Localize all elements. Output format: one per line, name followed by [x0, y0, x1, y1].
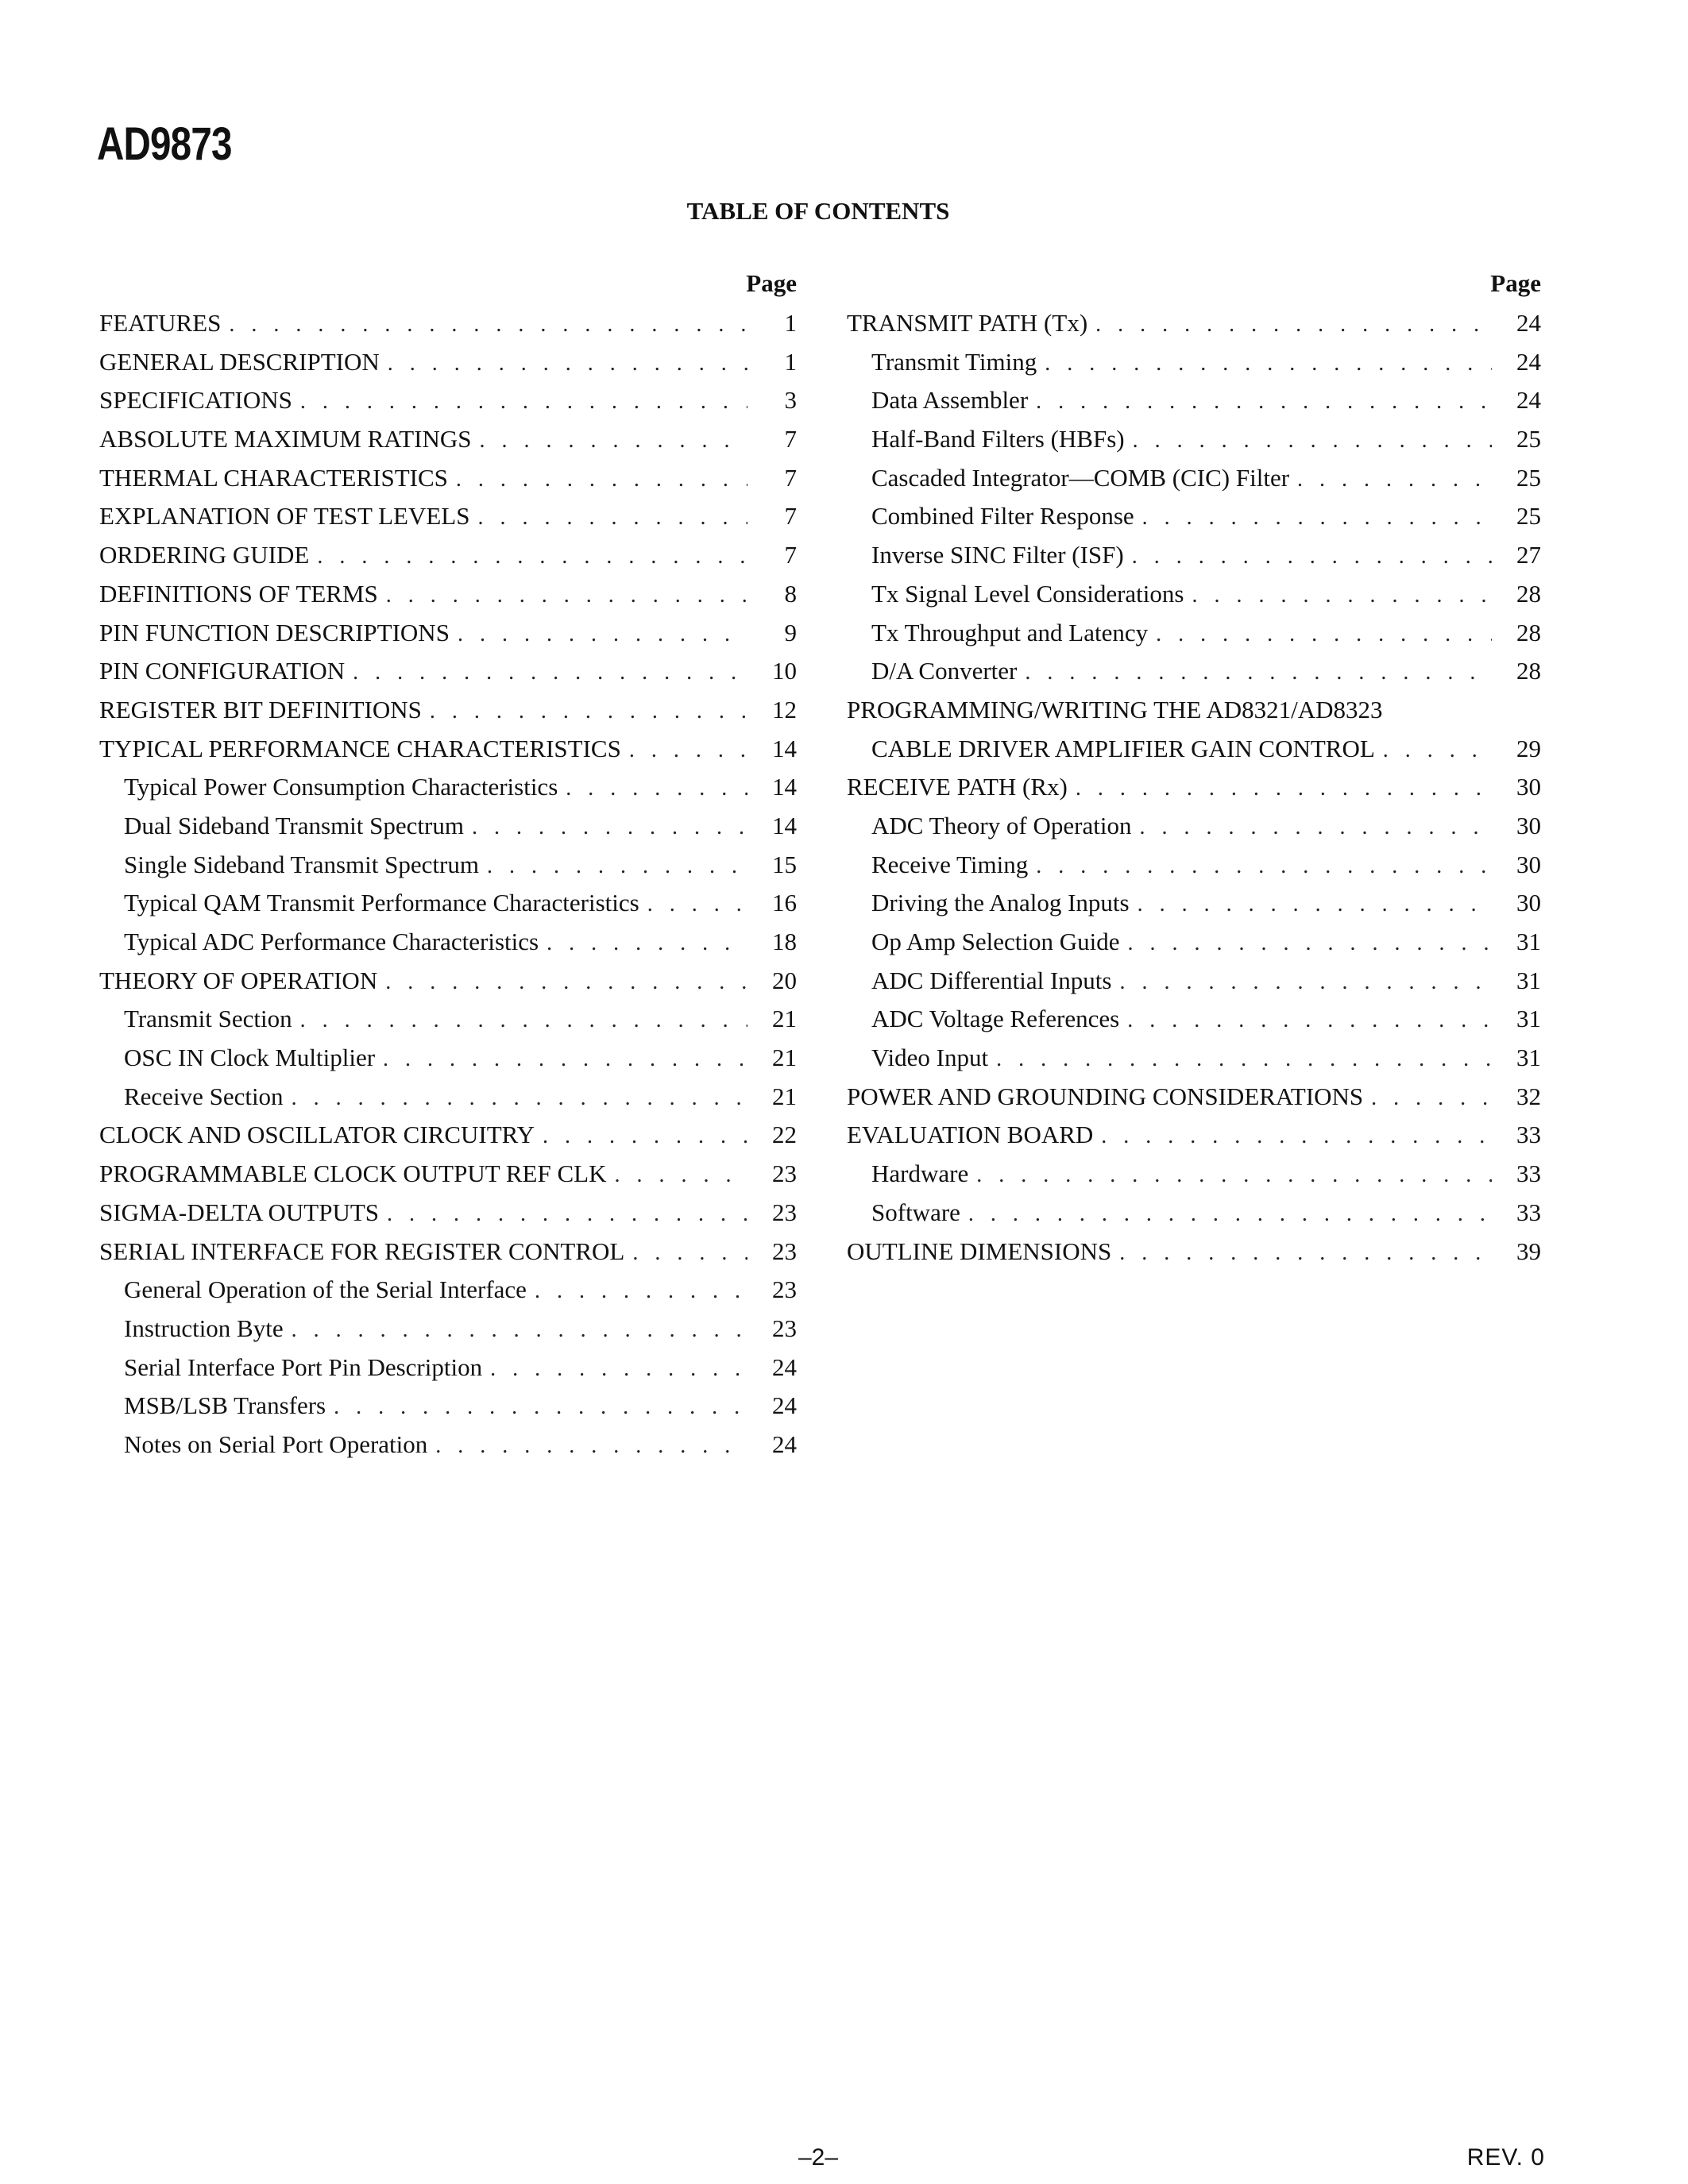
toc-entry[interactable]	[99, 923, 797, 962]
toc-entry-title: GENERAL DESCRIPTION	[99, 347, 380, 376]
toc-entry-page: 9	[784, 618, 797, 646]
dot-leader	[387, 1195, 747, 1234]
dot-leader	[477, 499, 747, 538]
toc-entry-title: Tx Signal Level Considerations	[871, 579, 1184, 608]
toc-entry-title: Driving the Analog Inputs	[871, 889, 1130, 917]
toc-entry-title: Typical ADC Performance Characteristics	[124, 928, 539, 955]
toc-entry-title: FEATURES	[99, 309, 222, 337]
toc-entry[interactable]	[847, 846, 1541, 885]
toc-entry-title: PROGRAMMABLE CLOCK OUTPUT REF CLK	[99, 1160, 607, 1188]
toc-entry-page: 23	[772, 1160, 797, 1188]
toc-entry-page: 15	[772, 850, 797, 878]
toc-title: TABLE OF CONTENTS	[686, 197, 950, 225]
toc-entry-page: 28	[1516, 618, 1541, 646]
toc-entry[interactable]	[847, 1116, 1541, 1155]
toc-entry-title: SERIAL INTERFACE FOR REGISTER CONTROL	[99, 1237, 625, 1265]
dot-leader	[1133, 422, 1492, 461]
toc-entry[interactable]	[99, 846, 797, 885]
toc-entry-page: 24	[772, 1391, 797, 1420]
toc-entry-title: ADC Differential Inputs	[871, 966, 1112, 994]
toc-entry-title: Video Input	[871, 1044, 989, 1072]
toc-entry-page: 29	[1516, 734, 1541, 762]
toc-entry-page: 28	[1516, 579, 1541, 608]
toc-entry-page: 28	[1516, 657, 1541, 685]
toc-entry[interactable]	[99, 1271, 797, 1310]
toc-entry-page: 30	[1516, 850, 1541, 878]
toc-entry-title: OSC IN Clock Multiplier	[124, 1044, 376, 1072]
toc-entry[interactable]	[99, 962, 797, 1001]
toc-entry-title: CABLE DRIVER AMPLIFIER GAIN CONTROL	[871, 734, 1375, 762]
toc-entry-title: Transmit Section	[124, 1005, 292, 1033]
toc-entry-page: 7	[784, 502, 797, 531]
toc-entry-page: 24	[772, 1352, 797, 1381]
toc-entry-page: 7	[784, 463, 797, 492]
toc-entry-page: 25	[1516, 425, 1541, 453]
dot-leader	[1101, 1117, 1492, 1156]
toc-entry[interactable]	[99, 420, 797, 459]
dot-leader	[1095, 306, 1492, 345]
toc-entry-page: 23	[772, 1237, 797, 1265]
toc-entry-page: 30	[1516, 811, 1541, 839]
part-number: AD9873	[97, 118, 232, 170]
toc-entry[interactable]	[847, 536, 1541, 575]
dot-leader	[353, 654, 747, 693]
toc-entry[interactable]	[847, 575, 1541, 614]
toc-entry[interactable]	[847, 304, 1541, 343]
toc-entry[interactable]	[99, 497, 797, 536]
toc-entry[interactable]	[99, 536, 797, 575]
toc-entry[interactable]	[847, 884, 1541, 923]
dot-leader	[487, 847, 747, 886]
toc-entry-page: 22	[772, 1121, 797, 1149]
toc-entry-page: 31	[1516, 1005, 1541, 1033]
dot-leader	[456, 461, 747, 500]
toc-entry-page: 33	[1516, 1198, 1541, 1226]
footer-page-number: –2–	[798, 2144, 839, 2170]
toc-entry-title: Receive Timing	[871, 850, 1029, 878]
toc-entry[interactable]	[847, 459, 1541, 498]
toc-entry[interactable]	[99, 1039, 797, 1078]
toc-entry-title: REGISTER BIT DEFINITIONS	[99, 695, 422, 723]
toc-entry[interactable]	[99, 807, 797, 846]
toc-entry-page: 33	[1516, 1121, 1541, 1149]
toc-entry-title: Op Amp Selection Guide	[871, 928, 1120, 955]
footer-revision: REV. 0	[1466, 2144, 1545, 2170]
toc-entry[interactable]	[847, 730, 1541, 769]
dot-leader	[300, 383, 747, 422]
dot-leader	[566, 770, 747, 808]
dot-leader	[472, 808, 747, 847]
toc-entry[interactable]	[99, 304, 797, 343]
toc-left-list	[99, 304, 797, 1464]
toc-entry-title: PIN FUNCTION DESCRIPTIONS	[99, 618, 450, 646]
dot-leader	[543, 1117, 747, 1156]
toc-entry-page: 23	[772, 1198, 797, 1226]
toc-entry-page: 30	[1516, 889, 1541, 917]
dot-leader	[229, 306, 747, 345]
toc-entry-title: THEORY OF OPERATION	[99, 966, 378, 994]
dot-leader	[292, 1311, 747, 1350]
toc-entry[interactable]	[847, 1233, 1541, 1271]
toc-entry[interactable]	[847, 420, 1541, 459]
toc-entry-title: Inverse SINC Filter (ISF)	[871, 541, 1124, 569]
toc-entry-title: Typical Power Consumption Characteristics	[124, 773, 558, 801]
dot-leader	[1383, 731, 1492, 770]
toc-entry[interactable]	[847, 923, 1541, 962]
toc-entry-page: 14	[772, 811, 797, 839]
toc-entry[interactable]	[99, 1078, 797, 1117]
toc-entry-page: 32	[1516, 1082, 1541, 1110]
toc-entry[interactable]	[99, 691, 797, 730]
toc-entry-page: 24	[1516, 386, 1541, 415]
toc-entry[interactable]	[99, 575, 797, 614]
dot-leader	[385, 963, 747, 1002]
dot-leader	[1132, 538, 1492, 577]
toc-entry[interactable]	[99, 1155, 797, 1194]
toc-entry[interactable]	[99, 1387, 797, 1426]
dot-leader	[1127, 1001, 1492, 1040]
dot-leader	[1297, 461, 1492, 500]
toc-entry-title: Receive Section	[124, 1082, 284, 1110]
toc-entry-title: Notes on Serial Port Operation	[124, 1430, 428, 1458]
toc-entry-title: General Operation of the Serial Interface	[124, 1275, 527, 1304]
toc-entry[interactable]	[99, 1194, 797, 1233]
dot-leader	[300, 1001, 747, 1040]
toc-entry[interactable]	[99, 1116, 797, 1155]
dot-leader	[317, 538, 747, 577]
toc-entry-title: THERMAL CHARACTERISTICS	[99, 463, 448, 492]
toc-entry-title: ADC Theory of Operation	[871, 811, 1132, 839]
toc-entry-title: EXPLANATION OF TEST LEVELS	[99, 502, 470, 531]
dot-leader	[535, 1272, 747, 1311]
toc-entry-title: TYPICAL PERFORMANCE CHARACTERISTICS	[99, 734, 621, 762]
toc-entry-page: 24	[1516, 347, 1541, 376]
toc-entry[interactable]	[847, 691, 1541, 730]
toc-entry-title: DEFINITIONS OF TERMS	[99, 579, 378, 608]
toc-entry-title: Dual Sideband Transmit Spectrum	[124, 811, 464, 839]
toc-entry-title: SIGMA-DELTA OUTPUTS	[99, 1198, 380, 1226]
toc-entry[interactable]	[99, 1349, 797, 1387]
dot-leader	[996, 1040, 1492, 1079]
toc-entry-title: ADC Voltage References	[871, 1005, 1120, 1033]
dot-leader	[1128, 924, 1492, 963]
toc-entry-title: Typical QAM Transmit Performance Characteristics	[124, 889, 639, 917]
dot-leader	[1138, 886, 1492, 924]
toc-right-list	[847, 304, 1541, 1271]
dot-leader	[968, 1195, 1492, 1234]
toc-entry-title: MSB/LSB Transfers	[124, 1391, 326, 1420]
toc-entry[interactable]	[847, 381, 1541, 420]
dot-leader	[1192, 577, 1492, 615]
toc-entry-title: POWER AND GROUNDING CONSIDERATIONS	[847, 1082, 1364, 1110]
toc-entry[interactable]	[847, 652, 1541, 691]
dot-leader	[1076, 770, 1492, 808]
toc-entry-title: TRANSMIT PATH (Tx)	[847, 309, 1088, 337]
toc-entry[interactable]	[847, 1078, 1541, 1117]
toc-entry-title: EVALUATION BOARD	[847, 1121, 1094, 1149]
toc-entry-page: 8	[784, 579, 797, 608]
toc-entry-page: 12	[772, 695, 797, 723]
toc-entry-title: Data Assembler	[871, 386, 1029, 415]
toc-entry[interactable]	[99, 1000, 797, 1039]
dot-leader	[334, 1388, 747, 1427]
toc-entry[interactable]	[847, 614, 1541, 653]
toc-entry[interactable]	[847, 1000, 1541, 1039]
toc-entry-page: 14	[772, 734, 797, 762]
toc-entry[interactable]	[847, 343, 1541, 382]
dot-leader	[386, 577, 747, 615]
toc-entry-page: 30	[1516, 773, 1541, 801]
page-column-label: Page	[1490, 269, 1541, 297]
dot-leader	[458, 615, 747, 654]
toc-entry[interactable]	[99, 730, 797, 769]
dot-leader	[614, 1156, 747, 1195]
dot-leader	[1119, 963, 1492, 1002]
toc-entry-page: 7	[784, 425, 797, 453]
toc-entry-page: 24	[1516, 309, 1541, 337]
toc-entry[interactable]	[99, 768, 797, 807]
toc-entry-page: 31	[1516, 966, 1541, 994]
toc-entry-title: Instruction Byte	[124, 1314, 284, 1342]
dot-leader	[1025, 654, 1492, 693]
dot-leader	[490, 1350, 747, 1389]
toc-entry-page: 25	[1516, 502, 1541, 531]
toc-right-column	[847, 268, 1541, 1271]
page-column-label: Page	[746, 269, 797, 297]
dot-leader	[632, 1234, 747, 1273]
dot-leader	[547, 924, 747, 963]
toc-entry-title: CLOCK AND OSCILLATOR CIRCUITRY	[99, 1121, 535, 1149]
toc-entry-title: Combined Filter Response	[871, 502, 1134, 531]
dot-leader	[430, 693, 747, 731]
dot-leader	[1142, 499, 1492, 538]
toc-entry-title: SPECIFICATIONS	[99, 386, 292, 415]
dot-leader	[435, 1427, 747, 1466]
toc-entry-page: 23	[772, 1314, 797, 1342]
toc-entry-title: Transmit Timing	[871, 347, 1037, 376]
toc-entry[interactable]	[847, 807, 1541, 846]
toc-entry[interactable]	[847, 1194, 1541, 1233]
toc-entry-page: 3	[784, 386, 797, 415]
dot-leader	[1156, 615, 1492, 654]
toc-entry-page: 33	[1516, 1160, 1541, 1188]
dot-leader	[976, 1156, 1492, 1195]
toc-entry[interactable]	[847, 962, 1541, 1001]
toc-entry-page: 21	[772, 1005, 797, 1033]
toc-entry-page: 14	[772, 773, 797, 801]
toc-entry[interactable]	[99, 884, 797, 923]
toc-entry-title: D/A Converter	[871, 657, 1018, 685]
toc-entry-page: 31	[1516, 1044, 1541, 1072]
toc-entry-title: ORDERING GUIDE	[99, 541, 310, 569]
toc-entry[interactable]	[99, 652, 797, 691]
toc-entry-page: 20	[772, 966, 797, 994]
toc-left-column	[99, 268, 797, 1464]
dot-leader	[1119, 1234, 1492, 1273]
dot-leader	[1139, 808, 1492, 847]
toc-entry[interactable]	[99, 1233, 797, 1271]
toc-entry-page: 21	[772, 1044, 797, 1072]
dot-leader	[647, 886, 747, 924]
dot-leader	[388, 345, 747, 384]
toc-entry[interactable]	[99, 1310, 797, 1349]
toc-entry[interactable]	[847, 497, 1541, 536]
dot-leader	[1045, 345, 1492, 384]
toc-entry-title: Cascaded Integrator—COMB (CIC) Filter	[871, 463, 1290, 492]
toc-entry-page: 1	[784, 347, 797, 376]
toc-entry-page: 7	[784, 541, 797, 569]
toc-entry[interactable]	[99, 614, 797, 653]
dot-leader	[1371, 1079, 1492, 1118]
toc-entry-page: 18	[772, 928, 797, 955]
toc-entry[interactable]	[99, 381, 797, 420]
toc-entry-title: Software	[871, 1198, 960, 1226]
toc-entry-title: Single Sideband Transmit Spectrum	[124, 850, 479, 878]
toc-entry-page: 27	[1516, 541, 1541, 569]
dot-leader	[1036, 847, 1492, 886]
toc-entry[interactable]	[99, 459, 797, 498]
dot-leader	[479, 422, 747, 461]
toc-entry[interactable]	[99, 1426, 797, 1464]
toc-entry-title: ABSOLUTE MAXIMUM RATINGS	[99, 425, 472, 453]
toc-entry-title: PIN CONFIGURATION	[99, 657, 346, 685]
toc-entry-page: 23	[772, 1275, 797, 1304]
toc-entry-page: 1	[784, 309, 797, 337]
toc-entry[interactable]	[847, 1039, 1541, 1078]
toc-entry-title: OUTLINE DIMENSIONS	[847, 1237, 1112, 1265]
toc-entry[interactable]	[99, 343, 797, 382]
toc-entry-page: 25	[1516, 463, 1541, 492]
toc-entry-title: RECEIVE PATH (Rx)	[847, 773, 1068, 801]
toc-entry-title: PROGRAMMING/WRITING THE AD8321/AD8323	[847, 695, 1383, 723]
toc-entry-page: 10	[772, 657, 797, 685]
toc-entry-page: 31	[1516, 928, 1541, 955]
dot-leader	[629, 731, 747, 770]
toc-entry-title: Hardware	[871, 1160, 969, 1188]
toc-entry-page: 16	[772, 889, 797, 917]
toc-entry-title: Serial Interface Port Pin Description	[124, 1352, 483, 1381]
toc-entry-title: Half-Band Filters (HBFs)	[871, 425, 1125, 453]
toc-entry[interactable]	[847, 768, 1541, 807]
toc-entry-page: 39	[1516, 1237, 1541, 1265]
dot-leader	[292, 1079, 747, 1118]
dot-leader	[1036, 383, 1492, 422]
toc-entry-title: Tx Throughput and Latency	[871, 618, 1149, 646]
toc-entry[interactable]	[847, 1155, 1541, 1194]
dot-leader	[383, 1040, 747, 1079]
toc-entry-page: 21	[772, 1082, 797, 1110]
toc-entry-page: 24	[772, 1430, 797, 1458]
